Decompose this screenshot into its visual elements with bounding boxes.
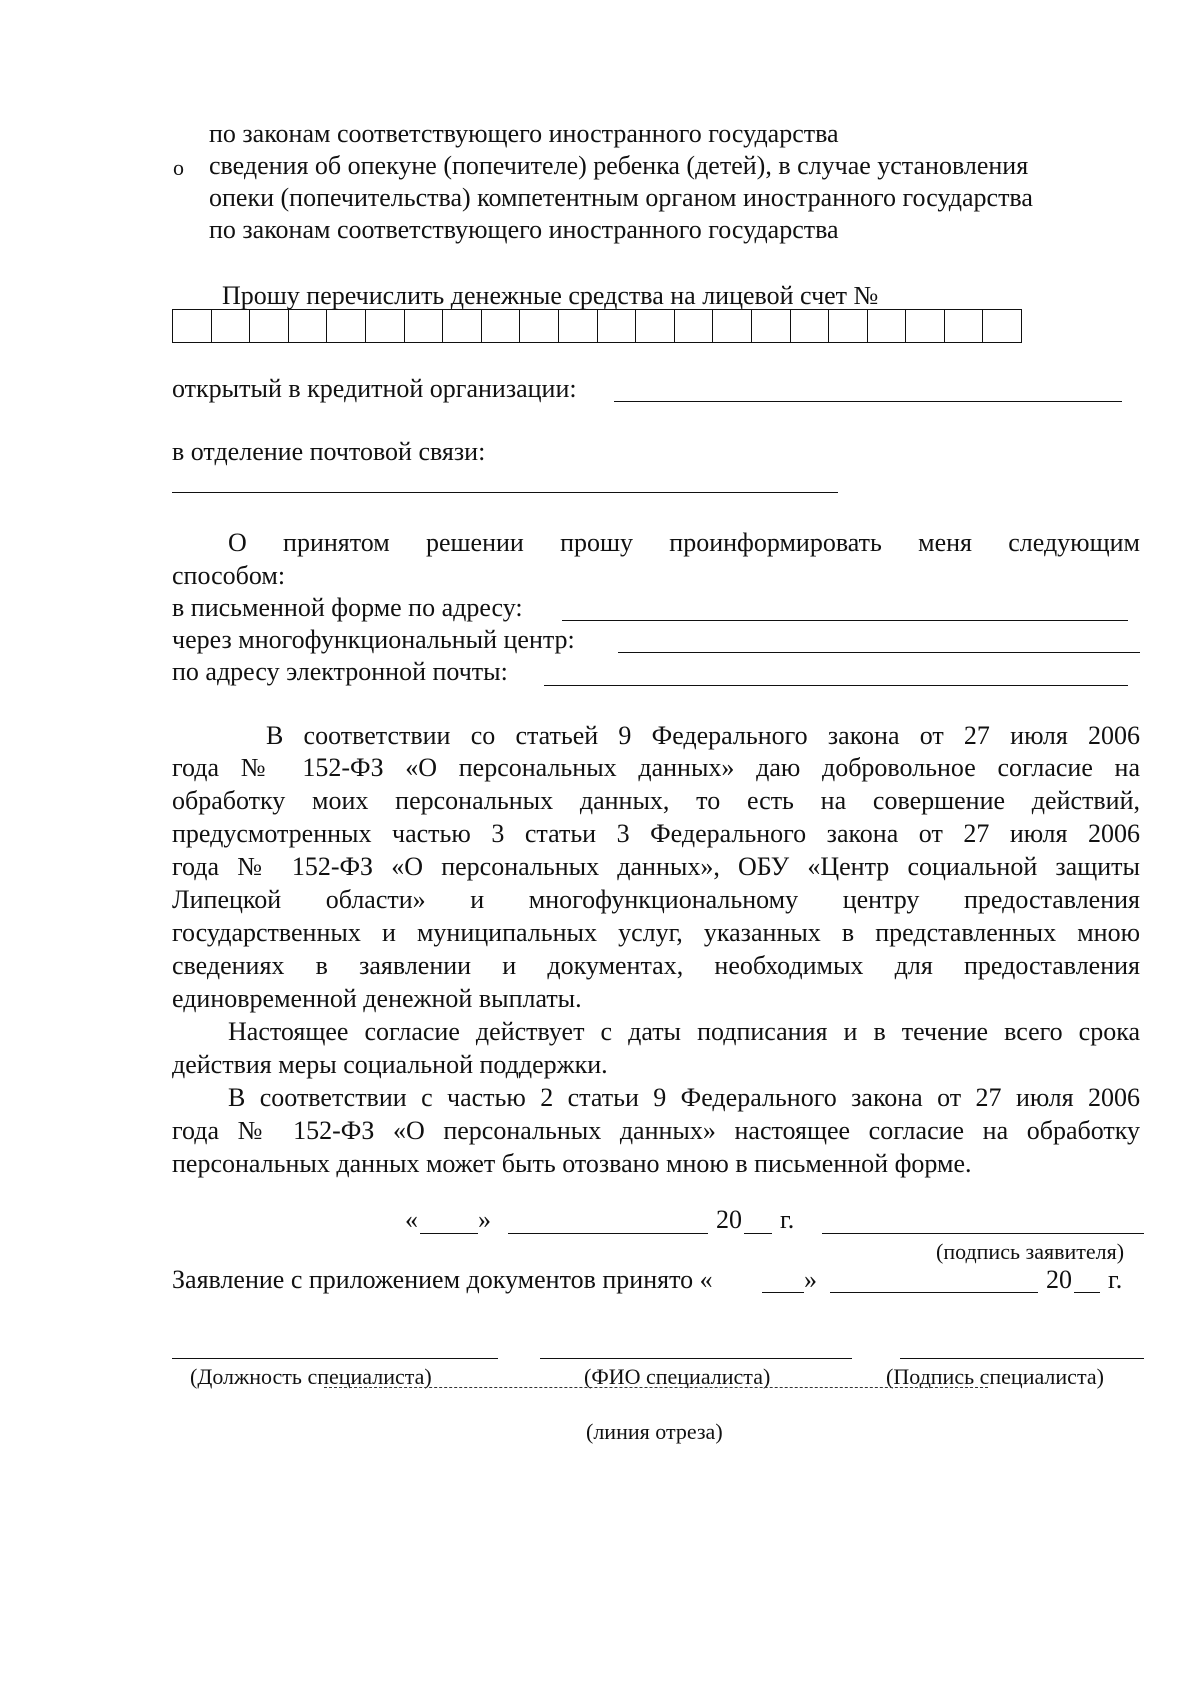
accepted-month-field[interactable] — [830, 1292, 1038, 1293]
accepted-day-field[interactable] — [762, 1292, 804, 1293]
applicant-signature-field[interactable] — [822, 1233, 1144, 1234]
account-digit-box[interactable] — [405, 310, 444, 342]
consent-p1-line-2: года № 152-ФЗ «О персональных данных» даю добровольное согласие на — [172, 753, 1140, 782]
account-digit-box[interactable] — [559, 310, 598, 342]
account-digit-box[interactable] — [752, 310, 791, 342]
specialist-position-field[interactable] — [172, 1358, 498, 1359]
account-digit-box[interactable] — [173, 310, 212, 342]
credit-org-label: открытый в кредитной организации: — [172, 374, 577, 403]
date-close-quote: » — [478, 1205, 491, 1234]
specialist-signature-caption: (Подпись специалиста) — [886, 1364, 1104, 1389]
post-office-label: в отделение почтовой связи: — [172, 437, 486, 466]
account-digit-box[interactable] — [791, 310, 830, 342]
account-digit-box[interactable] — [713, 310, 752, 342]
consent-p2-line-2: действия меры социальной поддержки. — [172, 1050, 608, 1079]
consent-p1-line-3: обработку моих персональных данных, то есть на совершение действий, — [172, 786, 1140, 815]
account-digit-box[interactable] — [482, 310, 521, 342]
list-item-line-3: по законам соответствующего иностранного государства — [209, 215, 839, 244]
specialist-name-field[interactable] — [540, 1358, 852, 1359]
account-request-text: Прошу перечислить денежные средства на лицевой счет № — [222, 281, 879, 310]
account-digit-box[interactable] — [520, 310, 559, 342]
consent-p1-line-9: единовременной денежной выплаты. — [172, 984, 582, 1013]
account-digit-box[interactable] — [983, 310, 1022, 342]
account-number-boxes[interactable] — [172, 309, 1022, 343]
accepted-year-suffix: г. — [1108, 1265, 1123, 1294]
date-month-field[interactable] — [508, 1233, 708, 1234]
inform-line-2: способом: — [172, 561, 286, 590]
consent-p1-line-4: предусмотренных частью 3 статьи 3 Федерального закона от 27 июля 2006 — [172, 819, 1140, 848]
post-office-field[interactable] — [172, 492, 838, 493]
cut-line-caption: (линия отреза) — [586, 1419, 723, 1444]
list-item-line-1: сведения об опекуне (попечителе) ребенка (детей), в случае установления — [209, 151, 1029, 180]
consent-p1-line-1: В соответствии со статьей 9 Федерального закона от 27 июля 2006 — [266, 721, 1140, 750]
inform-line-1: О принятом решении прошу проинформировать меня следующим — [228, 528, 1140, 557]
consent-p1-line-7: государственных и муниципальных услуг, указанных в представленных мною — [172, 918, 1140, 947]
date-year-field[interactable] — [744, 1233, 772, 1234]
accepted-year-field[interactable] — [1074, 1292, 1100, 1293]
account-digit-box[interactable] — [829, 310, 868, 342]
date-open-quote: « — [405, 1205, 418, 1234]
date-year-suffix: г. — [780, 1205, 795, 1234]
account-digit-box[interactable] — [250, 310, 289, 342]
date-year-prefix: 20 — [716, 1205, 742, 1234]
applicant-signature-caption: (подпись заявителя) — [936, 1239, 1125, 1264]
list-bullet: o — [173, 155, 184, 180]
account-digit-box[interactable] — [598, 310, 637, 342]
account-digit-box[interactable] — [212, 310, 251, 342]
account-digit-box[interactable] — [443, 310, 482, 342]
consent-p3-line-2: года № 152-ФЗ «О персональных данных» настоящее согласие на обработку — [172, 1116, 1140, 1145]
written-address-field[interactable] — [562, 620, 1128, 621]
consent-p3-line-1: В соответствии с частью 2 статьи 9 Федерального закона от 27 июля 2006 — [228, 1083, 1140, 1112]
mfc-label: через многофункциональный центр: — [172, 625, 575, 654]
written-address-label: в письменной форме по адресу: — [172, 593, 523, 622]
cut-line — [324, 1387, 988, 1388]
consent-p1-line-8: сведениях в заявлении и документах, необходимых для предоставления — [172, 951, 1140, 980]
account-digit-box[interactable] — [289, 310, 328, 342]
specialist-position-caption: (Должность специалиста) — [190, 1364, 432, 1389]
account-digit-box[interactable] — [906, 310, 945, 342]
accepted-close-quote: » — [804, 1265, 817, 1294]
account-digit-box[interactable] — [366, 310, 405, 342]
email-label: по адресу электронной почты: — [172, 657, 508, 686]
account-digit-box[interactable] — [945, 310, 984, 342]
accepted-year-prefix: 20 — [1046, 1265, 1072, 1294]
specialist-name-caption: (ФИО специалиста) — [584, 1364, 771, 1389]
list-continuation-line: по законам соответствующего иностранного государства — [209, 119, 839, 148]
consent-p3-line-3: персональных данных может быть отозвано мною в письменной форме. — [172, 1149, 972, 1178]
consent-p2-line-1: Настоящее согласие действует с даты подписания и в течение всего срока — [228, 1017, 1140, 1046]
account-digit-box[interactable] — [636, 310, 675, 342]
consent-p1-line-5: года № 152-ФЗ «О персональных данных», ОБУ «Центр социальной защиты — [172, 852, 1140, 881]
credit-org-field[interactable] — [614, 401, 1122, 402]
mfc-field[interactable] — [618, 652, 1140, 653]
date-day-field[interactable] — [420, 1233, 478, 1234]
consent-p1-line-6: Липецкой области» и многофункциональному центру предоставления — [172, 885, 1140, 914]
account-digit-box[interactable] — [868, 310, 907, 342]
account-digit-box[interactable] — [675, 310, 714, 342]
account-digit-box[interactable] — [327, 310, 366, 342]
specialist-signature-field[interactable] — [900, 1358, 1144, 1359]
accepted-text: Заявление с приложением документов принято « — [172, 1265, 713, 1294]
email-field[interactable] — [544, 685, 1128, 686]
list-item-line-2: опеки (попечительства) компетентным органом иностранного государства — [209, 183, 1033, 212]
